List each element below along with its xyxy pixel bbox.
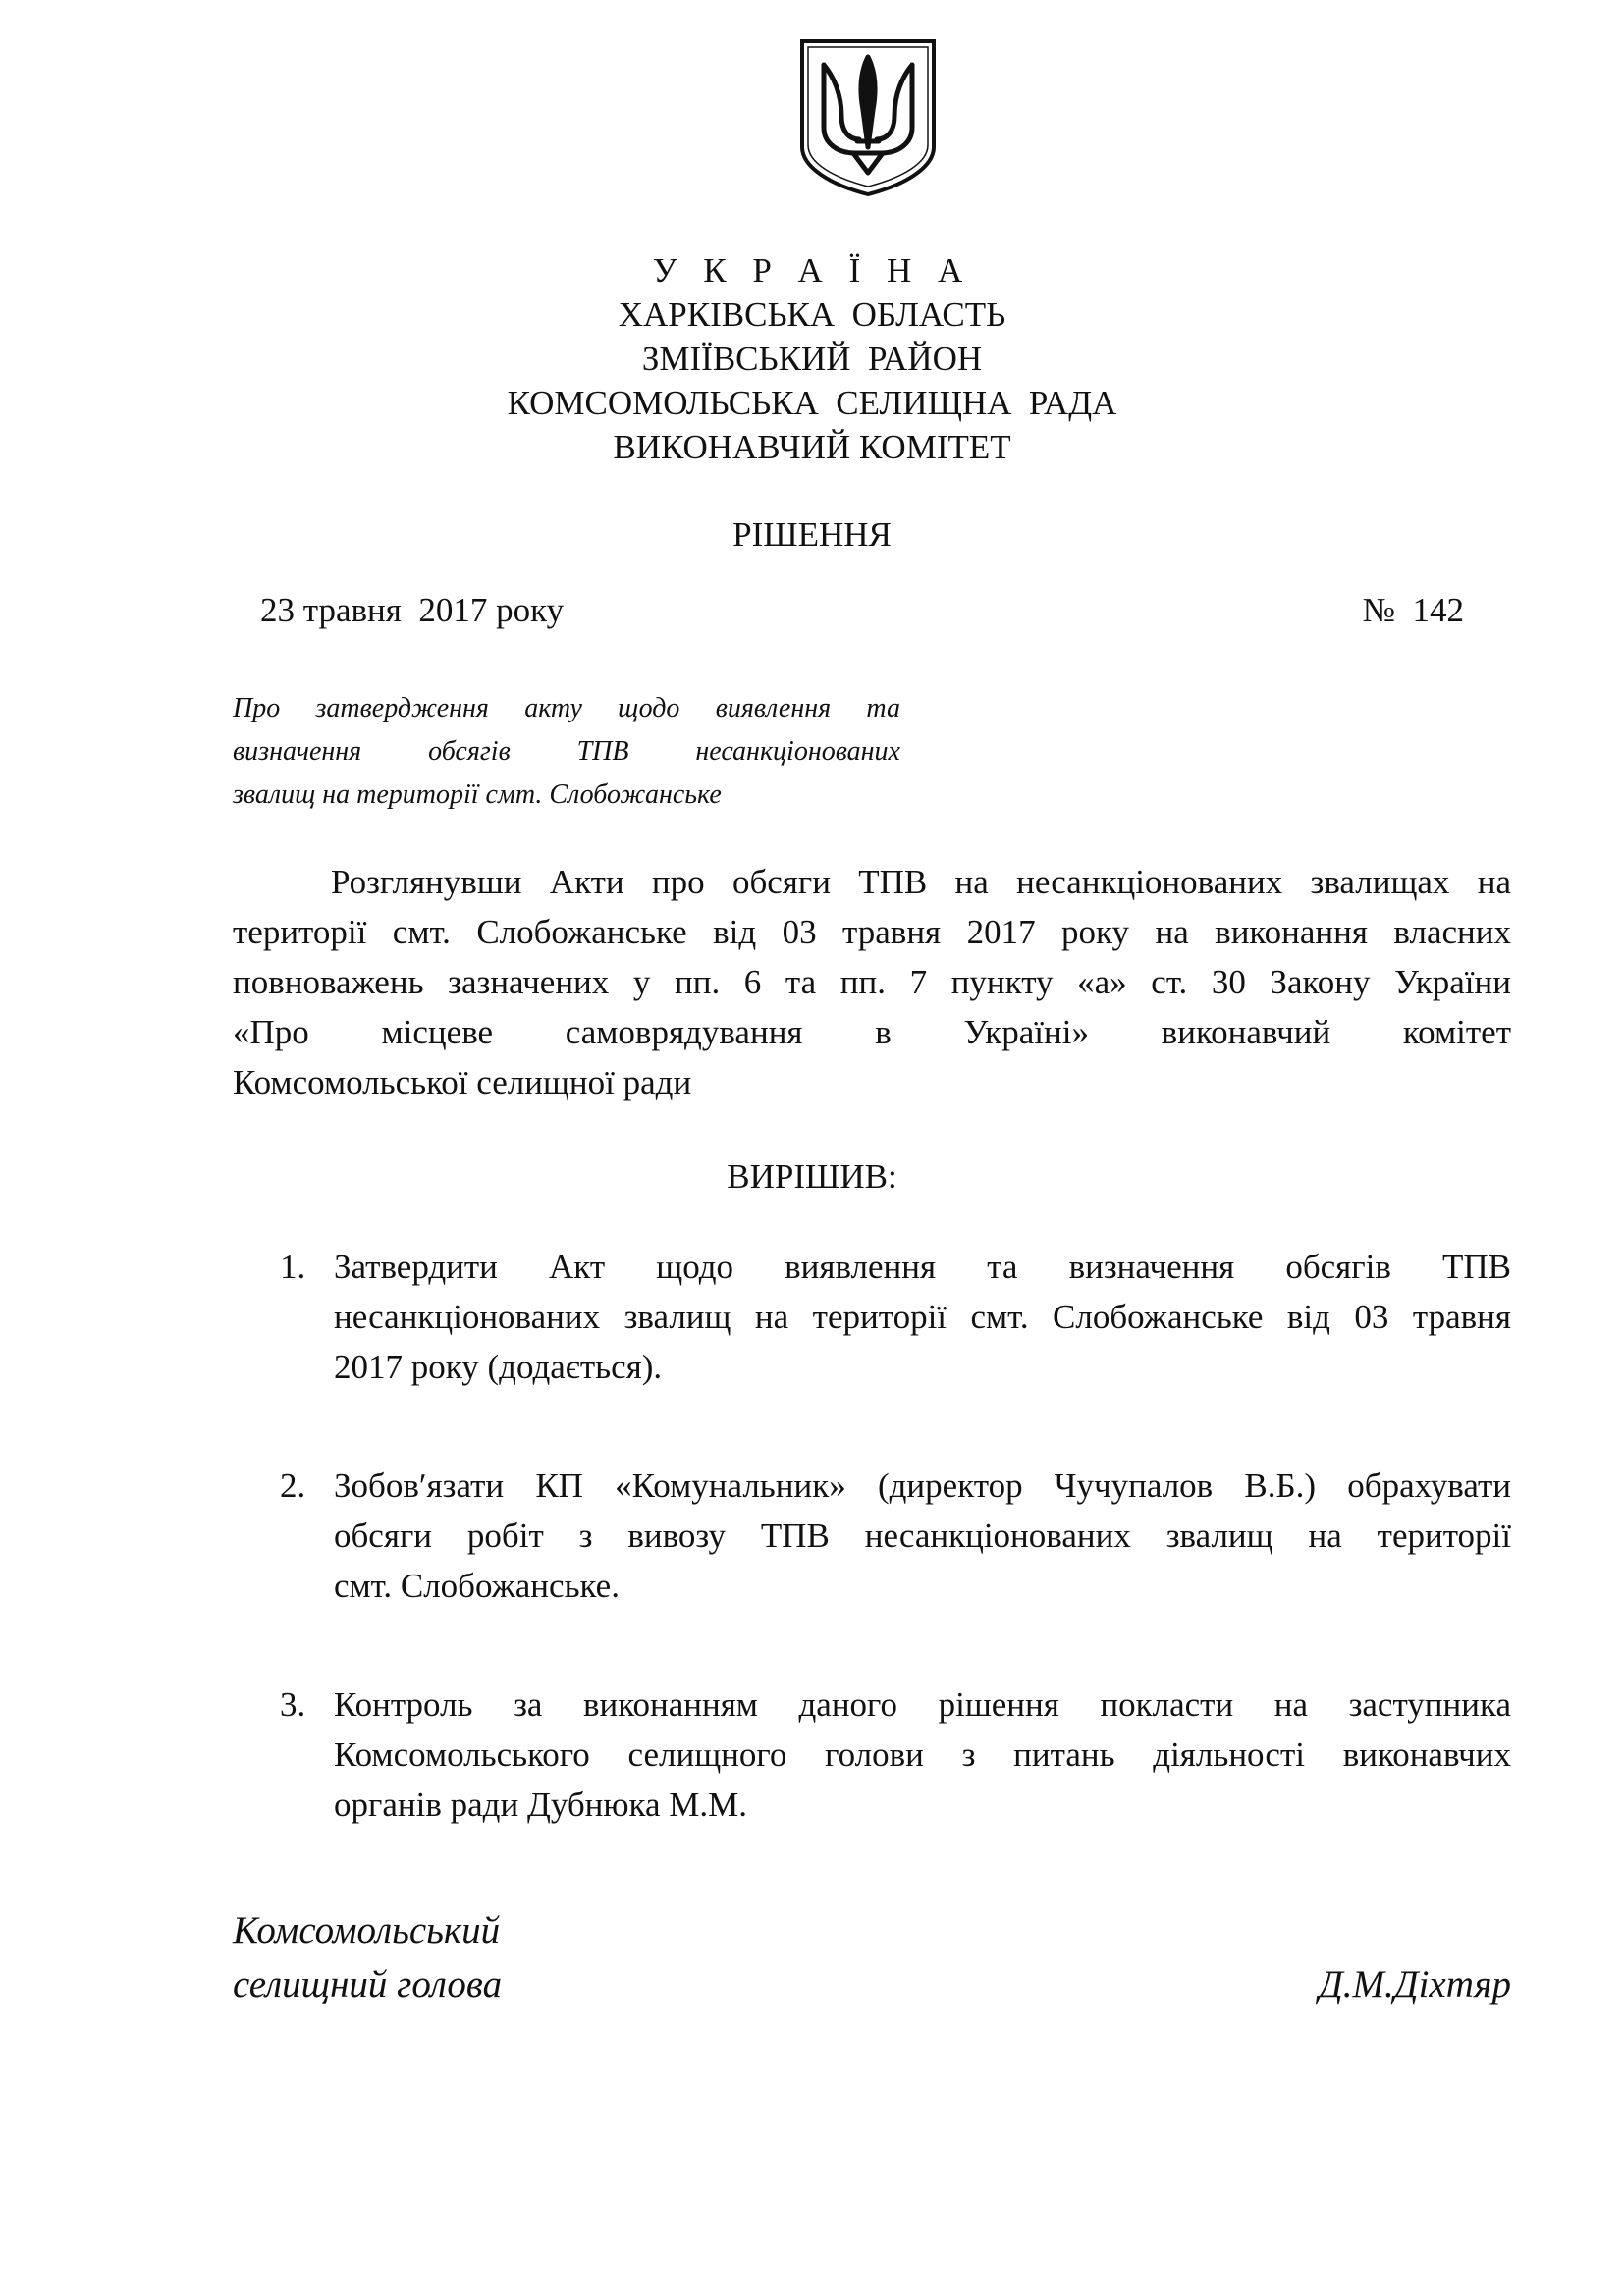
preamble-line: Розглянувши Акти про обсяги ТПВ на несанкціонованих звалищах на: [331, 863, 1511, 901]
signatory-position-line: Комсомольський: [233, 1909, 501, 1951]
council-name: КОМСОМОЛЬСЬКА СЕЛИЩНА РАДА: [507, 384, 1117, 422]
country-name: У К Р А Ї Н А: [652, 251, 972, 290]
item-number: 2.: [280, 1467, 306, 1505]
preamble-line: території смт. Слобожанське від 03 травня 2017 року на виконання власних: [233, 913, 1511, 951]
subject-line: звалищ на території смт. Слобожанське: [233, 779, 722, 810]
preamble-line: Комсомольської селищної ради: [233, 1063, 692, 1101]
decision-item: [280, 1242, 1511, 1392]
item-line: Контроль за виконанням даного рішення покласти на заступника: [334, 1685, 1511, 1724]
item-line: Зобовʹязати КП «Комунальник» (директор Чучупалов В.Б.) обрахувати: [334, 1467, 1511, 1505]
region-name: ХАРКІВСЬКА ОБЛАСТЬ: [618, 295, 1006, 334]
signatory-position-line: селищний голова: [233, 1963, 503, 2005]
subject-line: Про затвердження акту щодо виявлення та: [233, 693, 900, 723]
item-line: органів ради Дубнюка М.М.: [334, 1786, 748, 1824]
item-line: 2017 року (додається).: [334, 1348, 663, 1386]
signatory-name: Д.М.Діхтяр: [1318, 1963, 1511, 2005]
item-line: обсяги робіт з вивозу ТПВ несанкціонованих звалищ на території: [334, 1517, 1511, 1555]
resolved-heading: ВИРІШИВ:: [727, 1157, 897, 1196]
preamble-line: повноважень зазначених у пп. 6 та пп. 7 пункту «а» ст. 30 Закону України: [233, 963, 1511, 1001]
committee-name: ВИКОНАВЧИЙ КОМІТЕТ: [613, 428, 1011, 466]
preamble-line: «Про місцеве самоврядування в Україні» виконавчий комітет: [233, 1013, 1511, 1051]
document-date: 23 травня 2017 року: [260, 591, 565, 629]
item-line: Комсомольського селищного голови з питань діяльності виконавчих: [334, 1735, 1511, 1774]
trident-coat-of-arms-icon: [798, 37, 938, 198]
item-number: 1.: [280, 1248, 306, 1286]
decision-subject: [233, 687, 900, 817]
document-header: [0, 248, 1624, 469]
document-title: РІШЕННЯ: [732, 515, 892, 554]
item-line: Затвердити Акт щодо виявлення та визначення обсягів ТПВ: [334, 1248, 1511, 1286]
decision-item: [280, 1680, 1511, 1830]
decision-items-list: [280, 1242, 1511, 1898]
signatory-position: [233, 1903, 502, 2011]
document-number: № 142: [1362, 591, 1464, 629]
item-line: несанкціонованих звалищ на території смт. Слобожанське від 03 травня: [334, 1298, 1511, 1336]
item-number: 3.: [280, 1685, 306, 1724]
decision-item: [280, 1461, 1511, 1611]
item-line: смт. Слобожанське.: [334, 1567, 620, 1605]
district-name: ЗМІЇВСЬКИЙ РАЙОН: [641, 340, 983, 378]
subject-line: визначення обсягів ТПВ несанкціонованих: [233, 736, 900, 767]
preamble-paragraph: [233, 857, 1511, 1107]
